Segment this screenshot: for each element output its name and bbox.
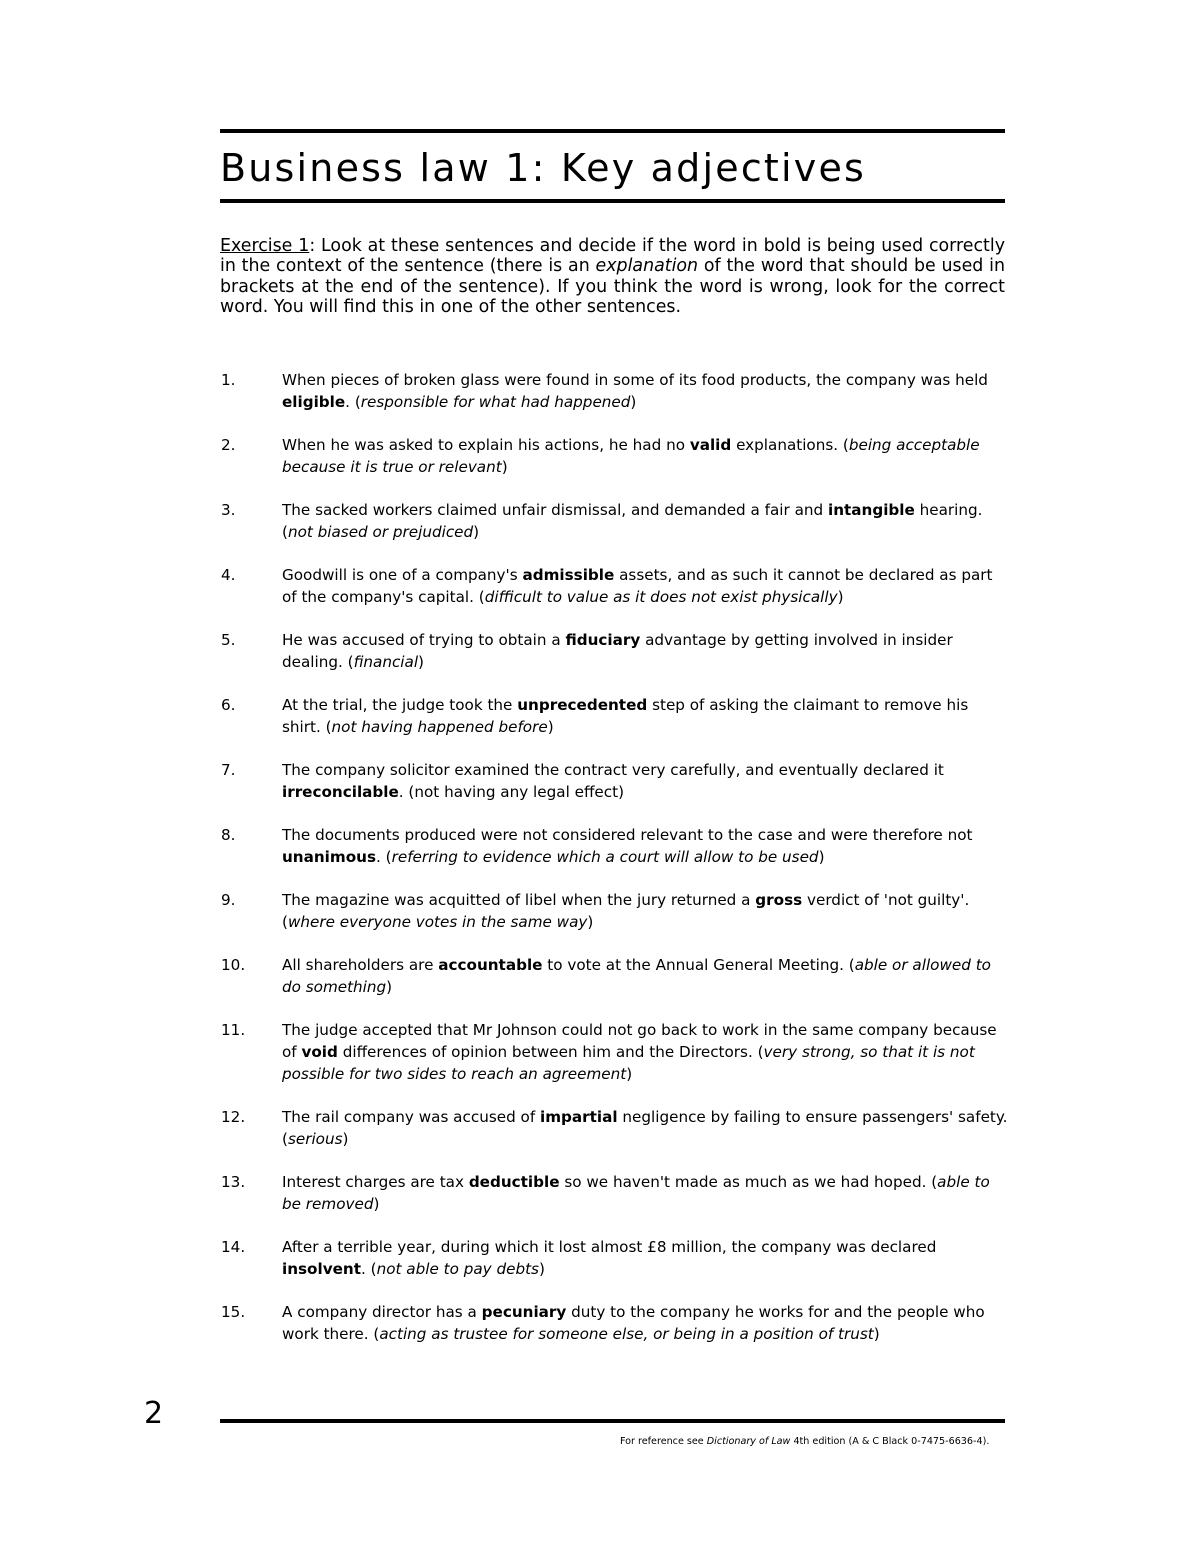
item-text-after: negligence by failing to ensure passengers' safety. ( [282,1108,1008,1148]
item-text-after: . ( [345,393,361,411]
item-text-after: . ( [376,848,392,866]
item-bold-word: pecuniary [481,1303,567,1321]
item-close-paren: ) [587,913,594,931]
item-text-after: hearing. ( [282,501,983,541]
footer-book-title: Dictionary of Law [706,1436,791,1447]
item-number: 11. [221,1021,246,1039]
item-number: 1. [221,371,236,389]
list-item [221,1106,1011,1150]
item-bold-word: unanimous [282,848,377,866]
item-text-before: The company solicitor examined the contract very carefully, and eventually declared it [282,761,944,779]
item-text-before: The judge accepted that Mr Johnson could not go back to work in the same company because of [282,1021,997,1061]
item-text-before: When he was asked to explain his actions, he had no [282,436,690,454]
item-text-after: so we haven't made as much as we had hoped. ( [559,1173,938,1191]
list-item [221,1171,1011,1215]
item-text-before: He was accused of trying to obtain a [282,631,566,649]
item-text-before: Goodwill is one of a company's [282,566,523,584]
title-underline-rule [220,199,1005,203]
item-close-paren: ) [373,1195,380,1213]
list-item [221,694,1011,738]
item-bold-word: intangible [828,501,915,519]
item-bold-word: unprecedented [517,696,648,714]
item-definition: financial [353,653,419,671]
item-bold-word: valid [689,436,732,454]
exercise-label: Exercise 1 [220,236,310,256]
list-item [221,889,1011,933]
item-number: 14. [221,1238,246,1256]
item-definition: responsible for what had happened [360,393,631,411]
item-definition: acting as trustee for someone else, or being in a position of trust [379,1325,874,1343]
item-close-paren: ) [873,1325,880,1343]
footer-rule [220,1419,1005,1423]
item-text-after: advantage by getting involved in insider dealing. ( [282,631,953,671]
item-text-before: After a terrible year, during which it lost almost £8 million, the company was declared [282,1238,937,1256]
item-bold-word: insolvent [282,1260,361,1278]
item-text-before: A company director has a [282,1303,482,1321]
top-rule [220,129,1005,133]
item-number: 12. [221,1108,246,1126]
item-text-after: duty to the company he works for and the people who work there. ( [282,1303,985,1343]
item-definition: able to be removed [282,1173,990,1213]
instructions-text-2: of the word that should be used in brackets at the end of the sentence). If you think the word is wrong, look for the correct word. You will find this in one of the other sentences. [220,256,1005,318]
item-bold-word: admissible [522,566,615,584]
item-number: 6. [221,696,236,714]
item-bold-word: impartial [540,1108,618,1126]
list-item [221,499,1011,543]
footer-text-before: For reference see [620,1436,707,1447]
item-text-after: to vote at the Annual General Meeting. ( [542,956,855,974]
list-item [221,1019,1011,1085]
instructions-text-1: : Look at these sentences and decide if the word in bold is being used correctly in the context of the sentence (there is an [220,236,1005,277]
sentence-list [221,369,1011,1366]
item-text-after: explanations. ( [731,436,849,454]
item-definition: not having any legal effect [414,783,619,801]
list-item [221,954,1011,998]
item-close-paren: ) [473,523,480,541]
item-bold-word: gross [755,891,803,909]
item-definition: very strong, so that it is not possible for two sides to reach an agreement [282,1043,975,1083]
item-text-before: The documents produced were not considered relevant to the case and were therefore not [282,826,973,844]
item-text-before: The magazine was acquitted of libel when the jury returned a [282,891,756,909]
item-definition: serious [287,1130,343,1148]
item-text-before: The rail company was accused of [282,1108,541,1126]
item-close-paren: ) [837,588,844,606]
item-definition: not having happened before [331,718,548,736]
item-number: 7. [221,761,236,779]
item-close-paren: ) [418,653,424,671]
item-bold-word: deductible [468,1173,560,1191]
footer-text-after: 4th edition (A & C Black 0-7475-6636-4). [790,1436,990,1447]
item-close-paren: ) [386,978,393,996]
item-text-before: At the trial, the judge took the [282,696,518,714]
item-close-paren: ) [547,718,554,736]
list-item [221,629,1011,673]
item-text-after: . ( [360,1260,377,1278]
list-item [221,434,1011,478]
item-number: 5. [221,631,236,649]
item-bold-word: irreconcilable [282,783,399,801]
item-close-paren: ) [818,848,825,866]
item-definition: difficult to value as it does not exist physically [484,588,838,606]
list-item [221,1301,1011,1345]
item-close-paren: ) [626,1065,633,1083]
list-item [221,564,1011,608]
item-number: 15. [221,1303,246,1321]
item-text-before: Interest charges are tax [282,1173,469,1191]
item-definition: being acceptable because it is true or relevant [282,436,980,476]
item-definition: able or allowed to do something [282,956,991,996]
item-definition: not biased or prejudiced [287,523,474,541]
item-number: 10. [221,956,246,974]
item-number: 2. [221,436,236,454]
item-number: 9. [221,891,236,909]
item-definition: where everyone votes in the same way [287,913,588,931]
page-title: Business law 1: Key adjectives [220,146,867,190]
item-text-after: verdict of 'not guilty'. ( [282,891,970,931]
item-number: 4. [221,566,236,584]
item-close-paren: ) [538,1260,545,1278]
item-text-before: All shareholders are [282,956,439,974]
item-text-after: differences of opinion between him and the Directors. ( [337,1043,764,1061]
item-text-before: When pieces of broken glass were found in some of its food products, the company was held [282,371,988,389]
footer-reference [620,1436,989,1447]
list-item [221,824,1011,868]
instructions-emphasis: explanation [595,256,699,277]
item-number: 8. [221,826,236,844]
item-text-before: The sacked workers claimed unfair dismissal, and demanded a fair and [282,501,828,519]
item-number: 13. [221,1173,246,1191]
list-item [221,1236,1011,1280]
item-bold-word: accountable [438,956,543,974]
item-text-after: . ( [398,783,415,801]
item-bold-word: void [301,1043,338,1061]
item-text-after: step of asking the claimant to remove his shirt. ( [282,696,969,736]
item-number: 3. [221,501,236,519]
exercise-instructions [220,236,1005,318]
list-item [221,759,1011,803]
item-close-paren: ) [501,458,508,476]
item-definition: referring to evidence which a court will allow to be used [391,848,819,866]
item-close-paren: ) [342,1130,349,1148]
item-bold-word: eligible [282,393,346,411]
item-bold-word: fiduciary [565,631,641,649]
item-definition: not able to pay debts [376,1260,539,1278]
list-item [221,369,1011,413]
item-close-paren: ) [630,393,637,411]
item-close-paren: ) [618,783,625,801]
page-number: 2 [144,1396,164,1431]
item-text-after: assets, and as such it cannot be declared as part of the company's capital. ( [282,566,993,606]
